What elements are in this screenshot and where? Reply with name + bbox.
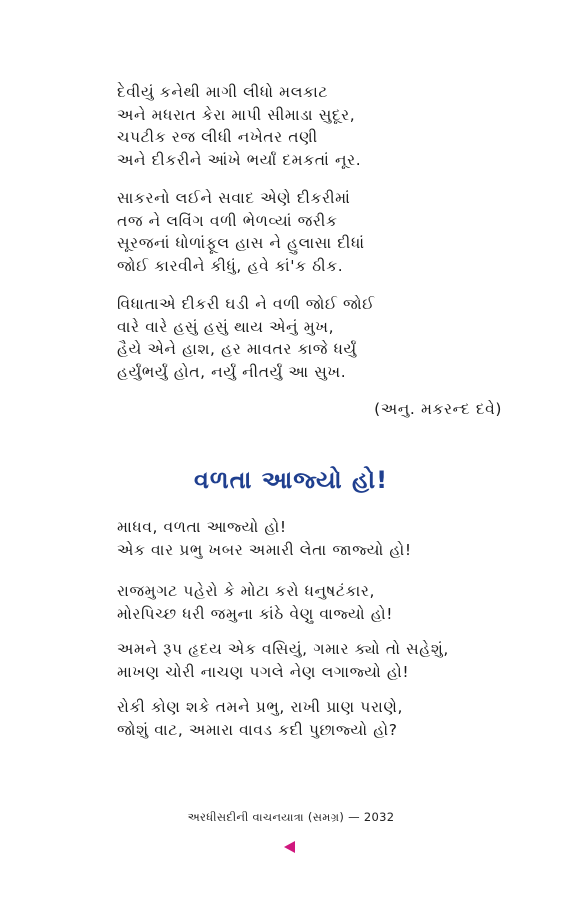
poem-line: વિધાતાએ દીકરી ઘડી ને વળી જોઈ જોઈ bbox=[117, 295, 375, 313]
poem-title: વળતા આજ્યો હો! bbox=[193, 466, 389, 494]
translator-credit: (અનુ. મકરન્દ દવે) bbox=[374, 400, 502, 418]
poem2-stanza-4 bbox=[117, 696, 403, 741]
poem-line: જોશું વાટ, અમારા વાવડ કદી પુછાજ્યો હો? bbox=[117, 720, 398, 739]
poem-line: તજ ને લવિંગ વળી ભેળવ્યાં જરીક bbox=[117, 211, 338, 230]
poem-line: માધવ, વળતા આજ્યો હો! bbox=[117, 518, 287, 536]
prev-page-arrow-icon[interactable] bbox=[284, 841, 295, 853]
poem-line: હર્યુંભર્યું હોત, નર્યું નીતર્યું આ સુખ. bbox=[117, 362, 347, 381]
poem-line: અને મધરાત કેરા માપી સીમાડા સુદૂર, bbox=[117, 105, 356, 124]
poem-line: ચપટીક રજ લીધી નખેતર તણી bbox=[117, 128, 318, 146]
poem1-stanza-2 bbox=[117, 187, 365, 277]
poem-line: અને દીકરીને આંખે ભર્યાં દમકતાં નૂર. bbox=[117, 150, 362, 169]
poem-line: મોરપિચ્છ ધરી જમુના કાંઠે વેણુ વાજ્યો હો! bbox=[117, 604, 394, 623]
poem-line: અમને રૂપ હૃદય એક વસિયું, ગમાર ક્યો તો સહેશું, bbox=[117, 640, 449, 658]
poem2-stanza-3 bbox=[117, 638, 449, 683]
poem-line: માખણ ચોરી નાચણ પગલે નેણ લગાજ્યો હો! bbox=[117, 662, 410, 681]
poem-line: સૂરજનાં ધોળાંફૂલ હાસ ને હુલાસા દીધાં bbox=[117, 234, 365, 252]
poem1-stanza-3 bbox=[117, 293, 375, 383]
poem-line: રાજમુગટ પહેરો કે મોટા કરો ધનુષટંકાર, bbox=[117, 582, 375, 600]
page-footer: અરધીસદીની વાચનયાત્રા (સમગ્ર) — 2032 bbox=[187, 810, 395, 824]
poem-line: સાકરનો લઈને સવાદ એણે દીકરીમાં bbox=[117, 189, 351, 207]
poem-line: વારે વારે હસું હસું થાય એનું મુખ, bbox=[117, 317, 335, 336]
poem1-stanza-1 bbox=[117, 81, 361, 171]
poem2-stanza-1 bbox=[117, 516, 412, 561]
poem-line: રોકી કોણ શકે તમને પ્રભુ, રાખી પ્રાણ પરાણે, bbox=[117, 698, 404, 716]
poem-line: જોઈ કારવીને કીધું, હવે કાં'ક ઠીક. bbox=[117, 256, 344, 275]
poem-line: એક વાર પ્રભુ ખબર અમારી લેતા જાજ્યો હો! bbox=[117, 540, 412, 559]
poem-line: દેવીયું કનેથી માગી લીધો મલકાટ bbox=[117, 83, 329, 101]
poem-line: હૈયે એને હાશ, હર માવતર કાજે ધર્યું bbox=[117, 340, 357, 358]
poem2-stanza-2 bbox=[117, 580, 393, 625]
